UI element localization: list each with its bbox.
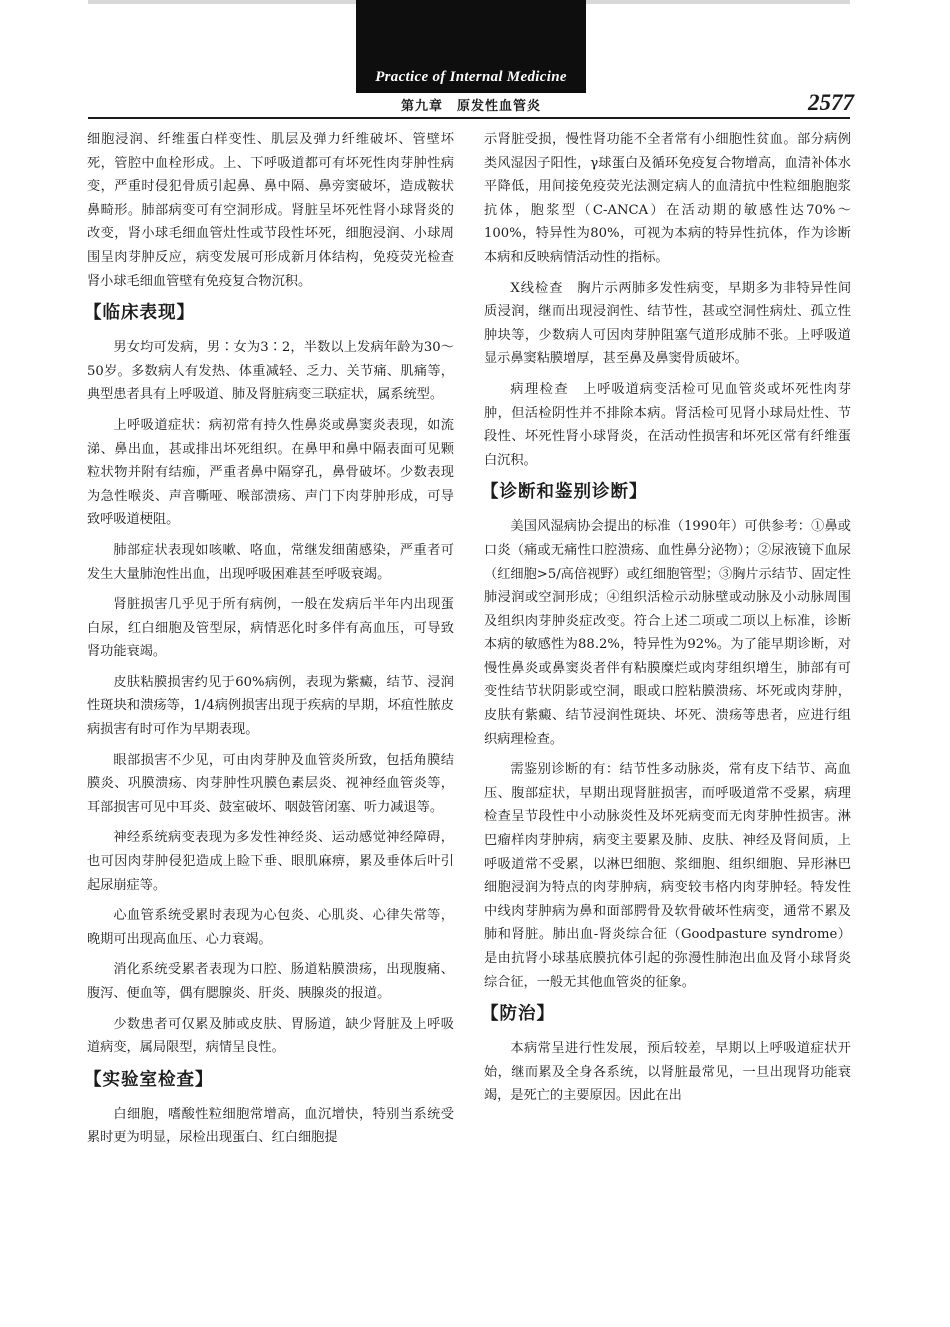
journal-banner bbox=[356, 0, 586, 93]
treatment-heading: 【防治】 bbox=[481, 1004, 555, 1025]
diagnosis-paragraph: 需鉴别诊断的有：结节性多动脉炎，常有皮下结节、高血压、腹部症状，早期出现肾脏损害，而呼吸道常不受累，病理检查呈节段性中小动脉炎性及坏死病变而无肉芽肿性损害。淋巴瘤样肉芽肿病，病变主要累及肺、皮肤、神经及肾间质，上呼吸道常不受累，以淋巴细胞、浆细胞、组织细胞、异形淋巴细胞浸润为特点的肉芽肿病，病变较韦格内肉芽肿轻。特发性中线肉芽肿病为鼻和面部腭骨及软骨破坏性病变，通常不累及肺和肾脏。肺出血-肾炎综合征（Goodpasture syndrome）是由抗肾小球基底膜抗体引起的弥漫性肺泡出血及肾小球肾炎综合征，一般无其他血管炎的征象。 bbox=[484, 762, 851, 990]
xray-paragraph bbox=[484, 277, 851, 371]
intro-paragraph: 细胞浸润、纤维蛋白样变性、肌层及弹力纤维破坏、管壁坏死，管腔中血栓形成。上、下呼吸道都可有坏死性肉芽肿性病变，严重时侵犯骨质引起鼻、鼻中隔、鼻旁窦破坏，造成鞍状鼻畸形。肺部病变可有空洞形成。肾脏呈坏死性肾小球肾炎的改变，肾小球毛细血管灶性或节段性坏死，细胞浸润、小球周围呈肉芽肿反应，病变发展可形成新月体结构，免疫荧光检查肾小球毛细血管壁有免疫复合物沉积。 bbox=[87, 132, 454, 289]
xray-label: X线检查 bbox=[510, 280, 564, 296]
clinical-paragraph: 肺部症状表现如咳嗽、咯血，常继发细菌感染，严重者可发生大量肺泡性出血，出现呼吸困难甚至呼吸衰竭。 bbox=[87, 542, 454, 582]
header-rule bbox=[88, 117, 850, 119]
page-number: 2577 bbox=[808, 90, 854, 115]
left-column bbox=[84, 128, 454, 1157]
clinical-paragraph: 肾脏损害几乎见于所有病例，一般在发病后半年内出现蛋白尿，红白细胞及管型尿，病情恶化时多伴有高血压，可导致肾功能衰竭。 bbox=[87, 597, 454, 660]
pathology-paragraph bbox=[484, 378, 851, 472]
right-column bbox=[481, 128, 852, 1115]
treatment-paragraph: 本病常呈进行性发展，预后较差，早期以上呼吸道症状开始，继而累及全身各系统，以肾脏最常见，一旦出现肾功能衰竭，是死亡的主要原因。因此在出 bbox=[484, 1041, 851, 1104]
clinical-paragraph: 眼部损害不少见，可由肉芽肿及血管炎所致，包括角膜结膜炎、巩膜溃疡、肉芽肿性巩膜色素层炎、视神经血管炎等，耳部损害可见中耳炎、鼓室破坏、咽鼓管闭塞、听力减退等。 bbox=[87, 752, 454, 815]
clinical-paragraph: 少数患者可仅累及肺或皮肤、胃肠道，缺少肾脏及上呼吸道病变，属局限型，病情呈良性。 bbox=[87, 1016, 454, 1056]
chapter-title: 第九章 原发性血管炎 bbox=[400, 99, 541, 114]
xray-text: 胸片示两肺多发性病变，早期多为非特异性间质浸润，继而出现浸润性、结节性，甚或空洞性病灶、孤立性肿块等，少数病人可因肉芽肿阻塞气道形成肺不张。上呼吸道显示鼻窦粘膜增厚，甚至鼻及鼻窦骨质破坏。 bbox=[484, 280, 852, 367]
lab-paragraph: 白细胞，嗜酸性粒细胞常增高，血沉增快，特别当系统受累时更为明显，尿检出现蛋白、红白细胞提 bbox=[87, 1106, 454, 1146]
clinical-paragraph: 上呼吸道症状：病初常有持久性鼻炎或鼻窦炎表现，如流涕、鼻出血，甚或排出坏死组织。在鼻甲和鼻中隔表面可见颗粒状物并附有结痂，严重者鼻中隔穿孔，鼻骨破坏。少数表现为急性喉炎、声音嘶哑、喉部溃疡、声门下肉芽肿形成，可导致呼吸道梗阻。 bbox=[87, 417, 454, 528]
clinical-paragraph: 皮肤粘膜损害约见于60%病例，表现为紫癜，结节、浸润性斑块和溃疡等，1/4病例损害出现于疾病的早期，坏疽性脓皮病损害有时可作为早期表现。 bbox=[87, 674, 454, 738]
clinical-paragraph: 男女均可发病，男∶女为3∶2，半数以上发病年龄为30～50岁。多数病人有发热、体重减轻、乏力、关节痛、肌痛等，典型患者具有上呼吸道、肺及肾脏病变三联症状，属系统型。 bbox=[87, 340, 454, 403]
clinical-heading: 【临床表现】 bbox=[84, 303, 195, 324]
lab-heading: 【实验室检查】 bbox=[84, 1069, 214, 1090]
clinical-paragraph: 心血管系统受累时表现为心包炎、心肌炎、心律失常等，晚期可出现高血压、心力衰竭。 bbox=[87, 908, 454, 947]
pathology-text: 上呼吸道病变活检可见血管炎或坏死性肉芽肿，但活检阴性并不排除本病。肾活检可见肾小球局灶性、节段性、坏死性肾小球肾炎，在活动性损害和坏死区常有纤维蛋白沉积。 bbox=[484, 381, 852, 468]
pathology-label: 病理检查 bbox=[510, 381, 569, 397]
diagnosis-paragraph: 美国风湿病协会提出的标准（1990年）可供参考：①鼻或口炎（痛或无痛性口腔溃疡、血性鼻分泌物）；②尿液镜下血尿（红细胞>5/高倍视野）或红细胞管型；③胸片示结节、固定性肺浸润或空洞形成；④组织活检示动脉壁或动脉及小动脉周围及组织肉芽肿炎症改变。符合上述二项或二项以上标准，诊断本病的敏感性为88.2%，特异性为92%。为了能早期诊断，对慢性鼻炎或鼻窦炎者伴有粘膜糜烂或肉芽组织增生，肺部有可变性结节状阴影或空洞，眼或口腔粘膜溃疡、坏死或肉芽肿，皮肤有紫癜、结节浸润性斑块、坏死、溃疡等患者，应进行组织病理检查。 bbox=[484, 519, 851, 747]
journal-title: Practice of Internal Medicine bbox=[375, 69, 567, 85]
clinical-paragraph: 神经系统病变表现为多发性神经炎、运动感觉神经障碍，也可因肉芽肿侵犯造成上睑下垂、眼肌麻痹，累及垂体后叶引起尿崩症等。 bbox=[87, 830, 454, 893]
diagnosis-heading: 【诊断和鉴别诊断】 bbox=[481, 482, 648, 503]
clinical-paragraph: 消化系统受累者表现为口腔、肠道粘膜溃疡，出现腹痛、腹泻、便血等，偶有腮腺炎、肝炎、胰腺炎的报道。 bbox=[87, 962, 454, 1001]
lab-continued-paragraph: 示肾脏受损，慢性肾功能不全者常有小细胞性贫血。部分病例类风湿因子阳性，γ球蛋白及循环免疫复合物增高，血清补体水平降低，用间接免疫荧光法测定病人的血清抗中性粒细胞胞浆抗体，胞浆型（C-ANCA）在活动期的敏感性达70%～100%，特异性为80%，可视为本病的特异性抗体，作为诊断本病和反映病情活动性的指标。 bbox=[484, 132, 851, 265]
